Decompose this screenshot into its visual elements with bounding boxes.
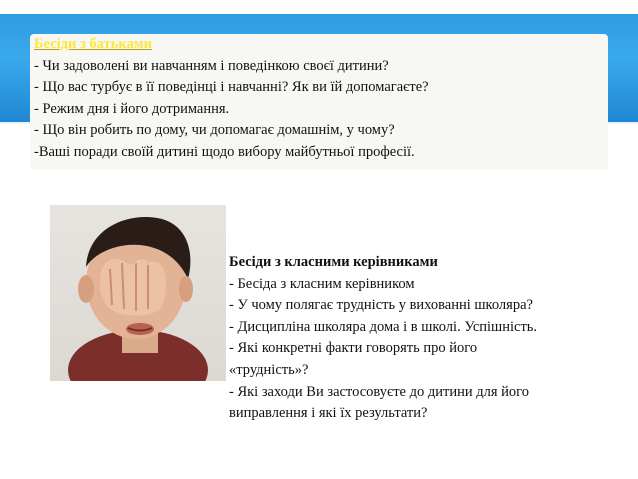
parents-question-5: -Ваші поради своїй дитині щодо вибору майбутньої професії.	[34, 143, 415, 160]
child-illustration	[50, 205, 226, 381]
teachers-line-3: - Дисципліна школяра дома і в школі. Успішність.	[229, 318, 538, 335]
teachers-line-5: «трудність»?	[229, 361, 309, 378]
teachers-heading: Бесіди з класними керівниками	[229, 254, 438, 270]
parents-question-3: - Режим дня і його дотримання.	[34, 100, 230, 117]
teachers-line-1: - Бесіда з класним керівником	[229, 275, 415, 292]
parents-question-1: - Чи задоволені ви навчанням і поведінкою своєї дитини?	[34, 57, 389, 74]
child-covering-eyes-photo	[50, 205, 226, 381]
parents-question-2: - Що вас турбує в її поведінці і навчанні? Як ви їй допомагаєте?	[34, 79, 429, 96]
parents-question-4: - Що він робить по дому, чи допомагає домашнім, у чому?	[34, 122, 395, 139]
parents-conversation-block	[34, 34, 609, 164]
parents-heading: Бесіди з батьками	[34, 36, 152, 52]
teachers-line-6: - Які заходи Ви застосовуєте до дитини для його	[229, 383, 529, 400]
teachers-line-7: виправлення і які їх результати?	[229, 405, 428, 422]
teachers-line-4: - Які конкретні факти говорять про його	[229, 340, 478, 357]
teachers-conversation-block	[229, 252, 619, 425]
teachers-line-2: - У чому полягає трудність у вихованні школяра?	[229, 297, 533, 314]
